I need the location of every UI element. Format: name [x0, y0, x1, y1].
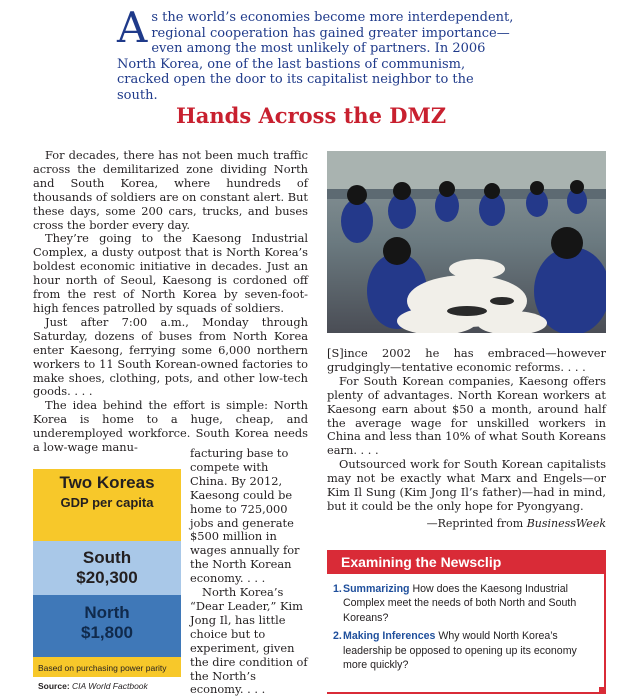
gdp-source: [38, 681, 148, 691]
question-item: [333, 629, 597, 672]
credit-prefix: —Reprinted from: [426, 516, 527, 530]
drop-cap: A: [117, 3, 148, 52]
gdp-south-value: $20,300: [76, 568, 138, 587]
paragraph: [S]ince 2002 he has embraced—however grudgingly—tentative economic reforms. . . .: [327, 346, 606, 374]
question-text: Why would North Korea’s leadership be opposed to opening up its economy more quickly?: [343, 630, 577, 672]
intro-text: s the world’s economies become more interdependent, regional cooperation has gained greater importance—even among the most unlikely of partners. In 2006 North Korea, one of the last bastions of communism, cracked open the door to its capitalist neighbor to the south.: [117, 10, 514, 103]
gdp-north-cell: [33, 595, 181, 657]
credit-source: BusinessWeek: [526, 516, 606, 530]
article-headline: Hands Across the DMZ: [175, 103, 447, 128]
intro-paragraph: [117, 3, 517, 104]
paragraph: For South Korean companies, Kaesong offers plenty of advantages. North Korean workers at Kaesong earn about $50 a month, around half the average wage for unskilled workers in China and less than 10% of what South Koreans earn. . . .: [327, 373, 606, 458]
gdp-source-name: CIA World Factbook: [72, 681, 148, 691]
corner-marker: [599, 687, 606, 694]
reprint-credit: [327, 517, 606, 531]
question-skill: Making Inferences: [343, 630, 436, 643]
article-column-left-continued: [190, 447, 308, 697]
paragraph: Outsourced work for South Korean capitalists may not be exactly what Marx and Engels—or Kim Il Sung (Kim Jong Il’s father)—had in mind, but it could be the only hope for Pyongyang.: [327, 457, 606, 513]
gdp-header: [33, 469, 181, 541]
article-column-left: [33, 149, 308, 455]
paragraph: North Korea’s “Dear Leader,” Kim Jong Il, has little choice but to experiment, given the dire condition of the North’s economy. . . .: [190, 585, 308, 697]
question-number: 2.: [333, 630, 342, 643]
newsclip-questions: [333, 582, 597, 676]
gdp-north-label: North: [84, 603, 130, 622]
gdp-south-label: South: [82, 548, 132, 567]
gdp-source-label: Source:: [38, 681, 70, 691]
gdp-note: Based on purchasing power parity: [33, 657, 181, 677]
gdp-south-cell: [33, 541, 181, 595]
article-column-right: [327, 347, 606, 531]
examining-newsclip-box: [327, 550, 606, 694]
question-number: 1.: [333, 583, 342, 595]
question-item: [333, 582, 597, 625]
gdp-per-capita-infobox: [33, 469, 181, 677]
factory-workers-photo: [327, 151, 606, 333]
gdp-title: Two Koreas: [59, 473, 155, 492]
paragraph: facturing base to compete with China. By 2012, Kaesong could be home to 725,000 jobs and generate $500 million in wages annually for the North Korean economy. . . .: [190, 446, 300, 586]
gdp-north-value: $1,800: [81, 623, 133, 642]
paragraph: They’re going to the Kaesong Industrial Complex, a dusty outpost that is North Korea’s boldest economic initiative in decades. Just an hour north of Seoul, Kaesong is cordoned off from the rest of North Korea by seven-foot-high fences patrolled by squads of soldiers.: [33, 231, 308, 315]
question-skill: Summarizing: [343, 583, 410, 595]
paragraph: The idea behind the effort is simple: North Korea is home to a huge, cheap, and underemployed workforce. South Korea needs a low-wage manu-: [33, 398, 308, 455]
newsclip-title: Examining the Newsclip: [327, 550, 604, 574]
paragraph: For decades, there has not been much traffic across the demilitarized zone dividing North and South Korea, where hundreds of thousands of soldiers are on constant alert. But these days, some 200 cars, trucks, and buses cross the border every day.: [33, 148, 308, 232]
gdp-subtitle: GDP per capita: [60, 495, 154, 510]
paragraph: Just after 7:00 a.m., Monday through Saturday, dozens of buses from North Korea enter Kaesong, ferrying some 6,000 northern workers to 11 South Korean-owned factories to make shoes, clothing, pots, and other low-tech goods. . . .: [33, 314, 308, 399]
question-text: How does the Kaesong Industrial Complex meet the needs of both North and South Koreans?: [343, 583, 577, 624]
